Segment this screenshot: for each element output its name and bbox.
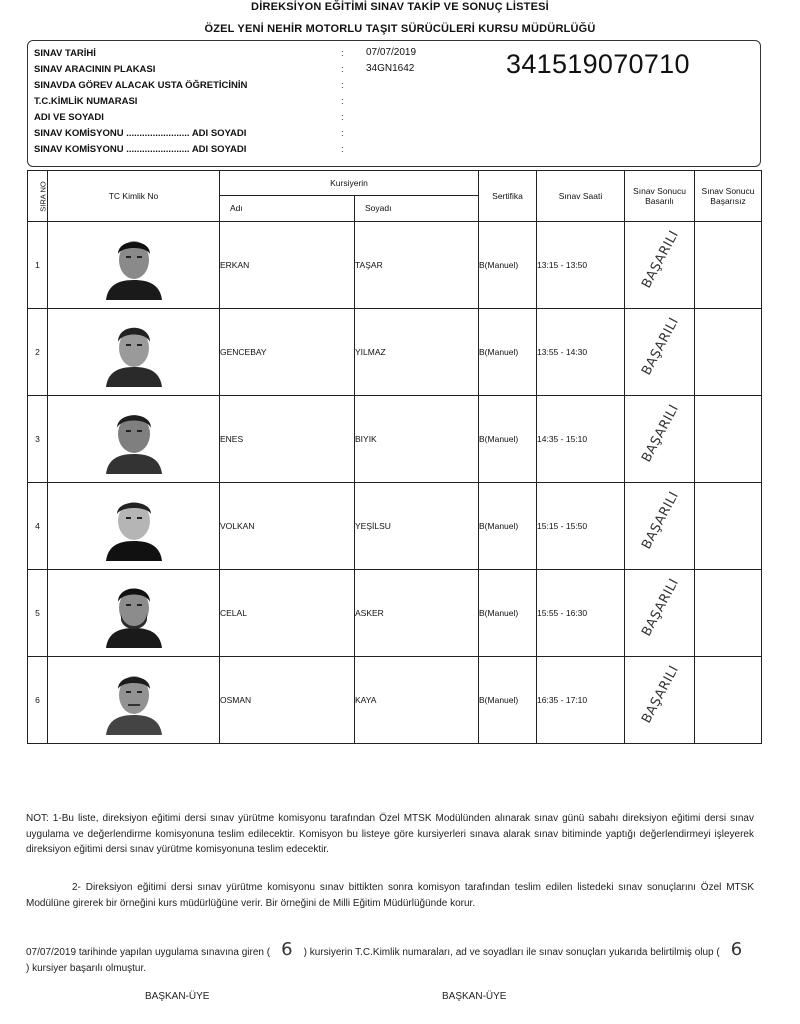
result-fail-cell — [695, 396, 762, 483]
handwritten-result: BAŞARILI — [639, 315, 683, 378]
result-pass-cell — [625, 483, 695, 570]
info-row-commission-1 — [34, 126, 364, 141]
photo — [48, 396, 220, 483]
header-sinav-saati: Sınav Saati — [537, 171, 625, 222]
note-1: NOT: 1-Bu liste, direksiyon eğitimi dersi sınav yürütme komisyonu tarafından Özel MTSK Modülünden alınarak sınav günü sabahı direksiyon eğitimi dersi sınav uygulama ve değerlendirme komisyonuna teslim edilecektir. Komisyon bu listeye göre kursiyerleri sınava alarak sınav bitiminde yaptığı değerlendirmeyi işleyerek direksiyon eğitimi dersi sınav yürütme komisyonuna teslim edecektir. — [26, 813, 754, 855]
info-row-instructor — [34, 78, 364, 93]
handwritten-result: BAŞARILI — [639, 402, 683, 465]
exam-time: 14:35 - 15:10 — [537, 396, 625, 483]
signature-label-right: BAŞKAN-ÜYE — [442, 991, 507, 1002]
info-label: SINAV KOMİSYONU ........................ ADI SOYADI — [34, 128, 247, 139]
info-label: T.C.KİMLİK NUMARASI — [34, 96, 138, 107]
info-row-commission-2 — [34, 142, 364, 157]
header-basarili: Sınav Sonucu Basarılı — [625, 171, 695, 222]
header-sira-no: SIRA NO — [28, 171, 48, 222]
result-fail-cell — [695, 222, 762, 309]
person-photo — [102, 489, 166, 561]
handwritten-result: BAŞARILI — [639, 228, 683, 291]
last-name: YEŞİLSU — [355, 483, 479, 570]
handwritten-result: BAŞARILI — [639, 489, 683, 552]
person-photo — [102, 228, 166, 300]
result-fail-cell — [695, 483, 762, 570]
row-number: 1 — [28, 222, 48, 309]
certificate: B(Manuel) — [479, 657, 537, 744]
header-soyadi: Soyadı — [355, 195, 479, 221]
result-fail-cell — [695, 570, 762, 657]
info-label: ADI VE SOYADI — [34, 112, 104, 123]
table-row — [28, 309, 762, 396]
exam-time: 13:55 - 14:30 — [537, 309, 625, 396]
info-row-tc — [34, 94, 364, 109]
result-pass-cell — [625, 570, 695, 657]
person-photo — [102, 402, 166, 474]
table-row — [28, 657, 762, 744]
exam-time: 15:15 - 15:50 — [537, 483, 625, 570]
header-basarisiz: Sınav Sonucu Başarısız — [695, 171, 762, 222]
handwritten-count-1: 6 — [281, 939, 293, 960]
info-colon: : — [341, 144, 344, 155]
photo — [48, 483, 220, 570]
row-number: 3 — [28, 396, 48, 483]
exam-date-value: 07/07/2019 — [366, 47, 417, 58]
result-pass-cell — [625, 222, 695, 309]
photo — [48, 309, 220, 396]
last-name: TAŞAR — [355, 222, 479, 309]
document-title: DİREKSİYON EĞİTİMİ SINAV TAKİP VE SONUÇ LİSTESİ — [251, 1, 549, 13]
exam-time: 16:35 - 17:10 — [537, 657, 625, 744]
table-row — [28, 483, 762, 570]
result-fail-cell — [695, 309, 762, 396]
summary-text — [26, 939, 754, 976]
handwritten-result: BAŞARILI — [639, 663, 683, 726]
info-colon: : — [341, 64, 344, 75]
certificate: B(Manuel) — [479, 570, 537, 657]
info-row-plate — [34, 62, 364, 77]
photo — [48, 657, 220, 744]
table-row — [28, 570, 762, 657]
certificate: B(Manuel) — [479, 309, 537, 396]
first-name: GENCEBAY — [220, 309, 355, 396]
info-label: SINAVDA GÖREV ALACAK USTA ÖĞRETİCİNİN — [34, 80, 248, 91]
handwritten-result: BAŞARILI — [639, 576, 683, 639]
result-pass-cell — [625, 657, 695, 744]
result-pass-cell — [625, 309, 695, 396]
last-name: KAYA — [355, 657, 479, 744]
row-number: 2 — [28, 309, 48, 396]
school-name: ÖZEL YENİ NEHİR MOTORLU TAŞIT SÜRÜCÜLERİ KURSU MÜDÜRLÜĞÜ — [204, 23, 596, 35]
person-photo — [102, 663, 166, 735]
person-photo — [102, 315, 166, 387]
results-table — [27, 170, 762, 744]
first-name: ENES — [220, 396, 355, 483]
info-colon: : — [341, 128, 344, 139]
certificate: B(Manuel) — [479, 222, 537, 309]
first-name: OSMAN — [220, 657, 355, 744]
first-name: CELAL — [220, 570, 355, 657]
person-photo — [102, 576, 166, 648]
first-name: ERKAN — [220, 222, 355, 309]
result-pass-cell — [625, 396, 695, 483]
result-fail-cell — [695, 657, 762, 744]
row-number: 4 — [28, 483, 48, 570]
info-row-name — [34, 110, 364, 125]
certificate: B(Manuel) — [479, 483, 537, 570]
row-number: 5 — [28, 570, 48, 657]
photo — [48, 570, 220, 657]
signature-label-left: BAŞKAN-ÜYE — [145, 991, 210, 1002]
last-name: BIYIK — [355, 396, 479, 483]
first-name: VOLKAN — [220, 483, 355, 570]
exam-time: 15:55 - 16:30 — [537, 570, 625, 657]
photo — [48, 222, 220, 309]
info-row-date — [34, 46, 364, 61]
plate-value: 34GN1642 — [366, 63, 415, 74]
table-row — [28, 396, 762, 483]
last-name: YILMAZ — [355, 309, 479, 396]
info-colon: : — [341, 48, 344, 59]
summary-part-2: ) kursiyerin T.C.Kimlik numaraları, ad ve soyadları ile sınav sonuçları yukarıda belirtilmiş olup ( — [303, 947, 720, 958]
document-number: 341519070710 — [506, 49, 690, 79]
last-name: ASKER — [355, 570, 479, 657]
table-row — [28, 222, 762, 309]
summary-part-1: 07/07/2019 tarihinde yapılan uygulama sınavına giren ( — [26, 947, 271, 958]
summary-part-3: ) kursiyer başarılı olmuştur. — [26, 962, 147, 974]
info-colon: : — [341, 80, 344, 91]
info-label: SINAV KOMİSYONU ........................ ADI SOYADI — [34, 144, 247, 155]
header-sertifika: Sertifika — [479, 171, 537, 222]
row-number: 6 — [28, 657, 48, 744]
info-colon: : — [341, 112, 344, 123]
info-label: SINAV ARACININ PLAKASI — [34, 64, 156, 75]
info-colon: : — [341, 96, 344, 107]
header-tc: TC Kimlik No — [48, 171, 220, 222]
exam-time: 13:15 - 13:50 — [537, 222, 625, 309]
info-label: SINAV TARİHİ — [34, 48, 96, 59]
note-2: 2- Direksiyon eğitimi dersi sınav yürütme komisyonu sınav bittikten sonra komisyon tarafından teslim edilen listedeki sınav sonuçlarını Özel MTSK Modülüne girerek bir örneğini kurs müdürlüğüne verir. Bir örneğini de Milli Eğitim Müdürlüğünde korur. — [26, 882, 754, 909]
certificate: B(Manuel) — [479, 396, 537, 483]
header-kursiyerin: Kursiyerin — [220, 171, 479, 196]
exam-info-box — [27, 40, 761, 167]
handwritten-count-2: 6 — [730, 939, 743, 960]
header-adi: Adı — [220, 195, 355, 221]
